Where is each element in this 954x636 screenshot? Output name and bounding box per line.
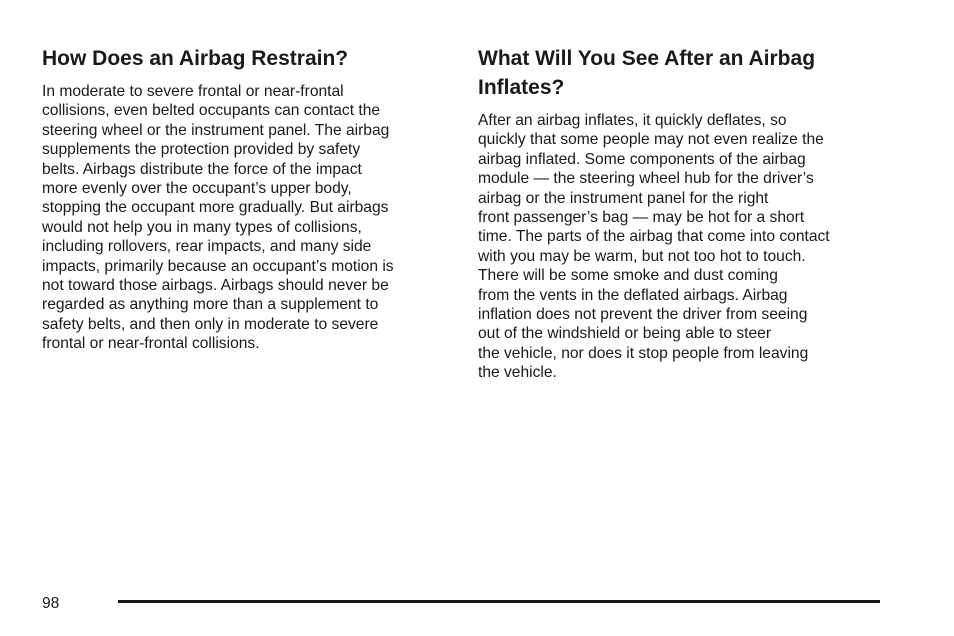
body-line: module — the steering wheel hub for the driver’s (478, 170, 814, 188)
body-line: belts. Airbags distribute the force of the impact (42, 160, 362, 178)
body-line: would not help you in many types of collisions, (42, 218, 362, 236)
body-line: more evenly over the occupant’s upper body, (42, 180, 352, 198)
body-line: In moderate to severe frontal or near-frontal (42, 83, 344, 100)
section-body-airbag-restrain (42, 82, 442, 354)
body-line: airbag inflated. Some components of the airbag (478, 150, 806, 168)
body-line: including rollovers, rear impacts, and many side (42, 238, 372, 256)
body-line: impacts, primarily because an occupant’s motion is (42, 257, 394, 275)
body-line: time. The parts of the airbag that come into contact (478, 228, 830, 246)
left-column (42, 44, 442, 354)
body-line: with you may be warm, but not too hot to touch. (478, 247, 806, 265)
body-line: quickly that some people may not even realize the (478, 131, 824, 149)
body-line: supplements the protection provided by safety (42, 141, 361, 159)
body-line: the vehicle. (478, 364, 557, 382)
body-line: steering wheel or the instrument panel. The airbag (42, 121, 390, 139)
page-footer (42, 592, 880, 614)
body-line: airbag or the instrument panel for the right (478, 189, 769, 207)
right-column (478, 44, 888, 383)
body-line: collisions, even belted occupants can contact the (42, 102, 381, 120)
body-line: from the vents in the deflated airbags. Airbag (478, 286, 788, 304)
section-heading-after-airbag-inflates (478, 44, 888, 102)
page-number: 98 (42, 595, 60, 612)
body-line: out of the windshield or being able to steer (478, 325, 772, 343)
body-line: After an airbag inflates, it quickly deflates, so (478, 112, 787, 129)
footer-divider (118, 600, 880, 603)
section-body-after-airbag-inflates (478, 111, 888, 383)
body-line: stopping the occupant more gradually. But airbags (42, 199, 389, 217)
heading-line: Inflates? (478, 76, 565, 99)
body-line: frontal or near-frontal collisions. (42, 335, 260, 353)
body-line: inflation does not prevent the driver from seeing (478, 306, 808, 324)
body-line: the vehicle, nor does it stop people from leaving (478, 344, 809, 362)
body-line: not toward those airbags. Airbags should never be (42, 277, 389, 295)
body-line: There will be some smoke and dust coming (478, 267, 778, 285)
heading-line: What Will You See After an Airbag (478, 47, 816, 70)
body-line: safety belts, and then only in moderate to severe (42, 315, 379, 333)
section-heading-airbag-restrain: How Does an Airbag Restrain? (42, 47, 349, 70)
body-line: regarded as anything more than a supplement to (42, 296, 379, 314)
body-line: front passenger’s bag — may be hot for a short (478, 209, 805, 227)
